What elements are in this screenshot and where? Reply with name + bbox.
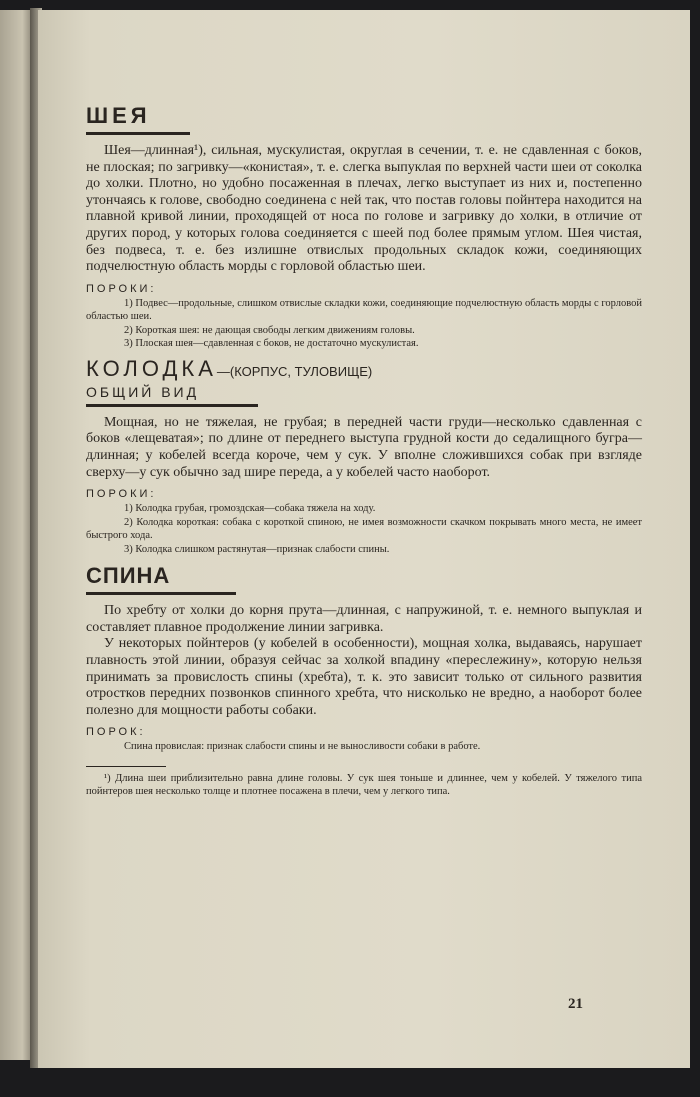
heading-underline [86,592,236,595]
back-heading: СПИНА [86,563,171,589]
back-paragraph: По хребту от холки до корня прута—длинная, с напружиной, т. е. немного выпуклая и составляет плавное продолжение линии загривка. [86,603,642,635]
body-defect-item: 3) Колодка слишком растянутая—признак слабости спины. [124,543,390,555]
neck-defect-item: 3) Плоская шея—сдавленная с боков, не достаточно мускулистая. [124,338,419,350]
page-content [86,102,642,798]
adjacent-page-edge [0,10,32,1060]
neck-defects-label: ПОРОКИ: [86,282,157,295]
book-page [38,10,690,1068]
page-number: 21 [568,996,583,1012]
back-paragraph: У некоторых пойнтеров (у кобелей в особенности), мощная холка, выдаваясь, нарушает плавность этой линии, образуя сейчас за холкой впадину «переслежину», которую нельзя принимать за провислость спины (хребта), т. к. это зависит только от сильного развития отростков передних позвонков спинного хребта, что нисколько не вредно, а наоборот более полезно для мощности работы собаки. [86,636,642,718]
neck-defect-item: 2) Короткая шея: не дающая свободы легким движениям головы. [124,324,415,336]
body-defect-item: 2) Колодка короткая: собака с короткой спиною, не имея возможности скачком покрывать много места, не имеет быстрого хода. [86,516,642,542]
footnote-divider [86,766,166,767]
neck-heading: ШЕЯ [86,103,151,128]
body-description: Мощная, но не тяжелая, не грубая; в передней части груди—несколько сдавленная с боков «лещеватая»; по длине от переднего выступа грудной кости до седалищного бугра—длинная; у кобелей всегда короче, чем у сук. У вполне сложившихся собак при взгляде сверху—у сук обычно зад шире переда, а у кобелей часто наоборот. [86,414,642,480]
body-heading-suffix: —(КОРПУС, ТУЛОВИЩЕ) [216,363,373,379]
neck-defect-item: 1) Подвес—продольные, слишком отвислые складки кожи, соединяющие подчелюстную область морды с горловой областью шеи. [86,297,642,323]
body-subheading: ОБЩИЙ ВИД [86,383,200,400]
body-defects-label: ПОРОКИ: [86,488,157,501]
footnote: ¹) Длина шеи приблизительно равна длине головы. У сук шея тоньше и длиннее, чем у кобелей. У тяжелого типа пойнтеров шея несколько толще и плотнее посажена в плечи, чем у легкого типа. [86,772,642,797]
neck-description: Шея—длинная¹), сильная, мускулистая, округлая в сечении, т. е. не сдавленная с боков, не плоская; по загривку—«конистая», т. е. слегка выпуклая по верхней части шеи от соколка до холки. Плотно, но удобно посаженная в плечах, легко выступает из них и, постепенно утончаясь к голове, свободно соединена с ней так, что постав головы пойнтера находится на плавной кривой линии, проходящей от носа по голове и загривку до холки, в отличие от других пород, у которых голова соединяется с шеей под более прямым углом. Шея чистая, без подвеса, т. е. без излишне отвислых продольных складок кожи, соединяющих подчелюстную область морды с горловой областью шеи. [86,143,642,275]
heading-underline [86,132,190,135]
back-defect-label: ПОРОК: [86,726,146,739]
heading-underline [86,404,258,407]
body-heading: КОЛОДКА [86,355,217,381]
back-defect-item: Спина провислая: признак слабости спины и не выносливости собаки в работе. [124,741,481,753]
body-defect-item: 1) Колодка грубая, громоздская—собака тяжела на ходу. [124,503,376,515]
